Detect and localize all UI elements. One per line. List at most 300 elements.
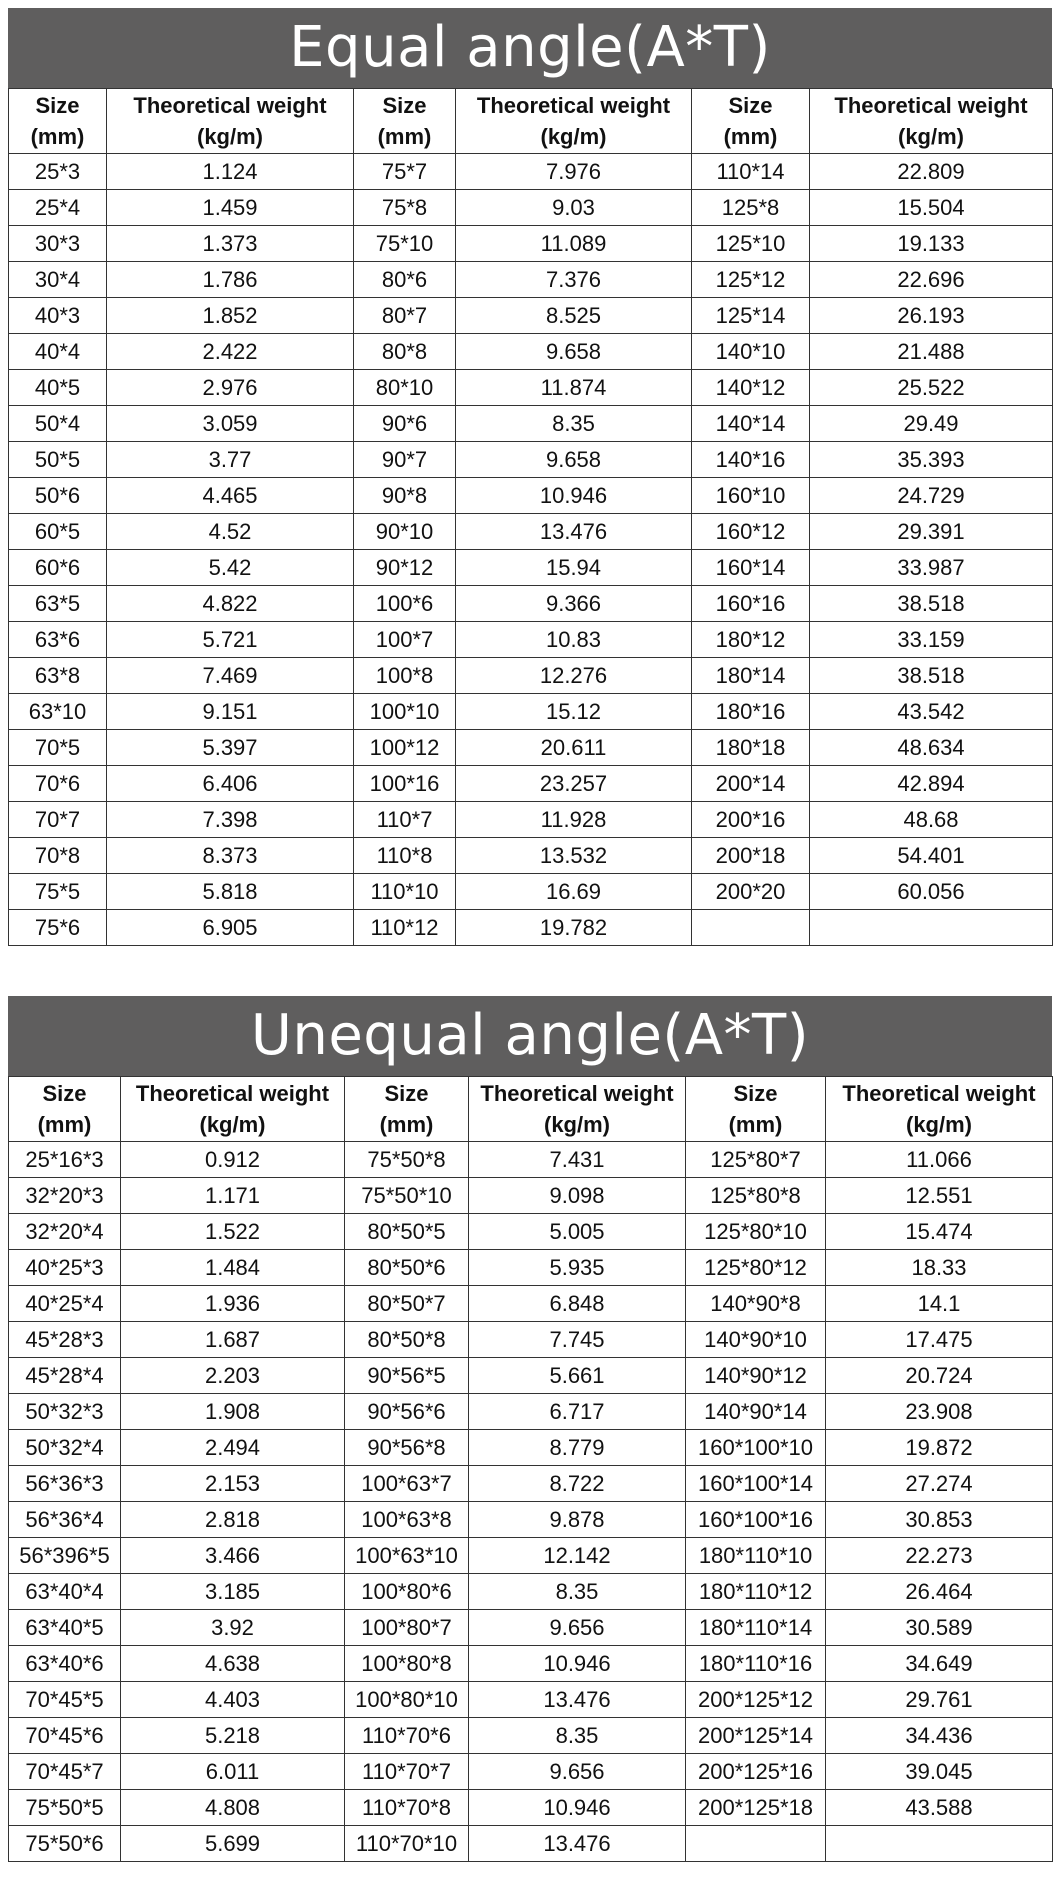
weight-cell: 10.946 [469,1790,686,1826]
weight-cell: 54.401 [810,838,1053,874]
weight-cell: 11.066 [826,1142,1053,1178]
weight-cell: 14.1 [826,1286,1053,1322]
weight-cell: 1.786 [107,262,354,298]
weight-cell: 12.276 [456,658,692,694]
weight-cell: 9.878 [469,1502,686,1538]
size-cell: 140*90*12 [686,1358,826,1394]
weight-cell: 13.476 [469,1826,686,1862]
size-header: Size (mm) [354,89,456,154]
size-header: Size (mm) [9,89,107,154]
size-cell: 180*18 [692,730,810,766]
table-header-row [9,89,1053,154]
size-cell: 56*36*3 [9,1466,121,1502]
size-cell: 90*12 [354,550,456,586]
weight-cell: 10.83 [456,622,692,658]
size-cell: 75*50*6 [9,1826,121,1862]
table-row [9,226,1053,262]
weight-cell: 9.03 [456,190,692,226]
weight-cell: 21.488 [810,334,1053,370]
weight-header: Theoretical weight (kg/m) [107,89,354,154]
weight-cell: 23.257 [456,766,692,802]
weight-cell: 12.551 [826,1178,1053,1214]
size-cell: 40*3 [9,298,107,334]
weight-cell: 5.005 [469,1214,686,1250]
size-cell: 75*10 [354,226,456,262]
size-cell: 140*10 [692,334,810,370]
weight-cell: 1.852 [107,298,354,334]
weight-cell: 29.761 [826,1682,1053,1718]
size-header: Size (mm) [686,1077,826,1142]
weight-cell: 3.185 [121,1574,345,1610]
table-row [9,1286,1053,1322]
weight-cell: 20.611 [456,730,692,766]
size-cell: 110*70*10 [345,1826,469,1862]
size-cell: 80*6 [354,262,456,298]
weight-cell: 30.853 [826,1502,1053,1538]
weight-cell: 2.976 [107,370,354,406]
size-cell: 200*125*14 [686,1718,826,1754]
weight-cell: 8.35 [456,406,692,442]
table-row [9,874,1053,910]
size-cell: 25*3 [9,154,107,190]
weight-cell: 4.465 [107,478,354,514]
table-row [9,1430,1053,1466]
size-cell: 80*10 [354,370,456,406]
size-cell: 100*80*8 [345,1646,469,1682]
weight-cell: 22.273 [826,1538,1053,1574]
table-row [9,910,1053,946]
size-cell: 90*56*8 [345,1430,469,1466]
unequal-angle-section [8,996,1052,1862]
weight-cell: 11.089 [456,226,692,262]
weight-cell: 1.522 [121,1214,345,1250]
table-row [9,1214,1053,1250]
weight-cell: 7.376 [456,262,692,298]
weight-cell: 4.52 [107,514,354,550]
size-cell: 140*90*10 [686,1322,826,1358]
size-cell: 125*80*12 [686,1250,826,1286]
equal-angle-table [8,88,1053,946]
weight-cell: 8.35 [469,1718,686,1754]
table-row [9,334,1053,370]
size-cell: 125*8 [692,190,810,226]
size-cell: 75*50*5 [9,1790,121,1826]
size-cell: 140*16 [692,442,810,478]
weight-cell: 35.393 [810,442,1053,478]
weight-cell: 1.124 [107,154,354,190]
weight-cell: 9.656 [469,1754,686,1790]
weight-cell: 7.469 [107,658,354,694]
table-row [9,514,1053,550]
weight-cell: 10.946 [469,1646,686,1682]
size-cell: 40*25*3 [9,1250,121,1286]
equal-angle-title: Equal angle(A*T) [8,8,1052,88]
size-cell: 110*14 [692,154,810,190]
table-row [9,1538,1053,1574]
weight-cell: 8.779 [469,1430,686,1466]
weight-cell: 2.422 [107,334,354,370]
size-cell: 75*7 [354,154,456,190]
table-row [9,1142,1053,1178]
table-row [9,586,1053,622]
size-cell: 125*80*10 [686,1214,826,1250]
weight-header: Theoretical weight (kg/m) [469,1077,686,1142]
weight-cell: 11.928 [456,802,692,838]
size-cell: 140*12 [692,370,810,406]
weight-cell: 2.494 [121,1430,345,1466]
weight-cell: 34.436 [826,1718,1053,1754]
weight-cell: 17.475 [826,1322,1053,1358]
size-cell: 30*4 [9,262,107,298]
weight-cell: 1.908 [121,1394,345,1430]
size-cell: 125*12 [692,262,810,298]
weight-cell: 5.218 [121,1718,345,1754]
table-header-row [9,1077,1053,1142]
size-cell: 200*20 [692,874,810,910]
weight-cell: 9.658 [456,334,692,370]
size-cell: 56*36*4 [9,1502,121,1538]
size-cell: 125*80*8 [686,1178,826,1214]
table-row [9,154,1053,190]
size-cell: 50*32*3 [9,1394,121,1430]
weight-cell: 8.722 [469,1466,686,1502]
size-cell: 32*20*3 [9,1178,121,1214]
size-cell: 80*50*6 [345,1250,469,1286]
size-cell: 80*50*8 [345,1322,469,1358]
table-row [9,1250,1053,1286]
size-cell: 50*6 [9,478,107,514]
weight-cell: 19.133 [810,226,1053,262]
size-cell: 110*12 [354,910,456,946]
size-cell: 63*6 [9,622,107,658]
table-row [9,1718,1053,1754]
weight-cell: 43.542 [810,694,1053,730]
size-cell: 63*40*4 [9,1574,121,1610]
weight-cell: 3.059 [107,406,354,442]
size-cell: 110*7 [354,802,456,838]
size-cell: 110*10 [354,874,456,910]
size-cell: 75*8 [354,190,456,226]
weight-cell: 5.818 [107,874,354,910]
size-cell: 200*125*12 [686,1682,826,1718]
size-cell: 63*40*5 [9,1610,121,1646]
weight-cell: 22.696 [810,262,1053,298]
size-cell: 70*6 [9,766,107,802]
weight-cell: 19.872 [826,1430,1053,1466]
size-cell: 90*6 [354,406,456,442]
unequal-angle-table [8,1076,1053,1862]
size-cell: 50*5 [9,442,107,478]
weight-header: Theoretical weight (kg/m) [456,89,692,154]
size-cell: 90*56*6 [345,1394,469,1430]
size-cell: 180*110*16 [686,1646,826,1682]
weight-cell: 1.171 [121,1178,345,1214]
weight-cell: 1.484 [121,1250,345,1286]
weight-header: Theoretical weight (kg/m) [826,1077,1053,1142]
weight-cell: 2.153 [121,1466,345,1502]
size-cell: 180*110*12 [686,1574,826,1610]
size-cell: 80*8 [354,334,456,370]
weight-cell: 48.634 [810,730,1053,766]
size-cell: 63*10 [9,694,107,730]
table-body [9,1142,1053,1862]
size-cell: 100*12 [354,730,456,766]
weight-cell: 8.373 [107,838,354,874]
size-cell: 125*80*7 [686,1142,826,1178]
size-cell: 100*80*10 [345,1682,469,1718]
weight-cell: 9.098 [469,1178,686,1214]
size-cell: 60*6 [9,550,107,586]
weight-cell: 5.721 [107,622,354,658]
size-cell: 30*3 [9,226,107,262]
table-row [9,766,1053,802]
weight-cell: 4.822 [107,586,354,622]
size-cell: 40*5 [9,370,107,406]
weight-cell: 60.056 [810,874,1053,910]
size-cell: 63*5 [9,586,107,622]
weight-cell: 3.77 [107,442,354,478]
table-row [9,298,1053,334]
table-row [9,1358,1053,1394]
weight-cell: 33.159 [810,622,1053,658]
weight-cell: 5.661 [469,1358,686,1394]
size-cell: 180*16 [692,694,810,730]
table-row [9,1394,1053,1430]
weight-cell: 9.366 [456,586,692,622]
table-row [9,1754,1053,1790]
size-cell: 75*5 [9,874,107,910]
weight-cell: 38.518 [810,658,1053,694]
size-cell: 50*32*4 [9,1430,121,1466]
size-cell: 80*50*7 [345,1286,469,1322]
weight-cell: 26.464 [826,1574,1053,1610]
table-row [9,406,1053,442]
size-cell: 70*7 [9,802,107,838]
size-cell: 160*100*10 [686,1430,826,1466]
size-cell: 80*7 [354,298,456,334]
weight-cell: 25.522 [810,370,1053,406]
size-cell: 100*10 [354,694,456,730]
size-cell: 32*20*4 [9,1214,121,1250]
table-row [9,730,1053,766]
weight-cell: 8.525 [456,298,692,334]
size-cell: 110*70*6 [345,1718,469,1754]
weight-cell: 15.504 [810,190,1053,226]
size-cell: 125*10 [692,226,810,262]
weight-cell: 6.406 [107,766,354,802]
weight-cell: 19.782 [456,910,692,946]
size-cell: 100*7 [354,622,456,658]
weight-cell: 23.908 [826,1394,1053,1430]
size-cell: 25*16*3 [9,1142,121,1178]
size-cell: 100*8 [354,658,456,694]
weight-cell: 29.391 [810,514,1053,550]
size-header: Size (mm) [9,1077,121,1142]
unequal-angle-title: Unequal angle(A*T) [8,996,1052,1076]
weight-cell: 1.687 [121,1322,345,1358]
weight-cell: 39.045 [826,1754,1053,1790]
table-row [9,190,1053,226]
size-cell: 63*40*6 [9,1646,121,1682]
size-header: Size (mm) [345,1077,469,1142]
weight-cell: 43.588 [826,1790,1053,1826]
size-cell: 200*14 [692,766,810,802]
table-row [9,1646,1053,1682]
weight-cell: 3.466 [121,1538,345,1574]
weight-cell: 3.92 [121,1610,345,1646]
size-cell: 200*16 [692,802,810,838]
size-cell: 70*45*7 [9,1754,121,1790]
size-cell: 100*80*6 [345,1574,469,1610]
weight-cell: 15.94 [456,550,692,586]
table-row [9,1790,1053,1826]
weight-cell: 15.12 [456,694,692,730]
size-cell: 45*28*4 [9,1358,121,1394]
weight-cell: 20.724 [826,1358,1053,1394]
size-cell: 160*100*16 [686,1502,826,1538]
weight-cell: 5.397 [107,730,354,766]
size-cell: 110*70*8 [345,1790,469,1826]
size-cell: 110*70*7 [345,1754,469,1790]
size-cell: 160*14 [692,550,810,586]
weight-cell: 34.649 [826,1646,1053,1682]
table-row [9,550,1053,586]
weight-header: Theoretical weight (kg/m) [121,1077,345,1142]
table-row [9,370,1053,406]
table-row [9,1466,1053,1502]
size-cell: 80*50*5 [345,1214,469,1250]
weight-cell: 13.532 [456,838,692,874]
size-cell: 200*18 [692,838,810,874]
table-row [9,802,1053,838]
weight-cell: 12.142 [469,1538,686,1574]
weight-cell: 6.717 [469,1394,686,1430]
weight-cell: 6.905 [107,910,354,946]
weight-cell: 1.373 [107,226,354,262]
size-cell: 110*8 [354,838,456,874]
table-row [9,478,1053,514]
size-header: Size (mm) [692,89,810,154]
size-cell: 180*12 [692,622,810,658]
table-body [9,154,1053,946]
weight-cell: 2.203 [121,1358,345,1394]
weight-cell: 9.656 [469,1610,686,1646]
weight-cell: 8.35 [469,1574,686,1610]
table-row [9,658,1053,694]
size-cell: 50*4 [9,406,107,442]
weight-cell: 11.874 [456,370,692,406]
table-row [9,262,1053,298]
weight-cell: 38.518 [810,586,1053,622]
size-cell: 90*10 [354,514,456,550]
weight-cell: 4.638 [121,1646,345,1682]
size-cell: 180*110*14 [686,1610,826,1646]
table-row [9,1826,1053,1862]
size-cell: 90*56*5 [345,1358,469,1394]
weight-cell: 22.809 [810,154,1053,190]
table-row [9,1178,1053,1214]
size-cell: 140*14 [692,406,810,442]
size-cell: 56*396*5 [9,1538,121,1574]
weight-cell: 1.936 [121,1286,345,1322]
weight-cell: 5.935 [469,1250,686,1286]
table-row [9,1682,1053,1718]
weight-cell: 24.729 [810,478,1053,514]
size-cell: 45*28*3 [9,1322,121,1358]
weight-cell: 9.658 [456,442,692,478]
weight-cell: 4.403 [121,1682,345,1718]
weight-header: Theoretical weight (kg/m) [810,89,1053,154]
weight-cell: 10.946 [456,478,692,514]
size-cell: 75*50*10 [345,1178,469,1214]
weight-cell [826,1826,1053,1862]
weight-cell: 13.476 [469,1682,686,1718]
weight-cell: 5.42 [107,550,354,586]
size-cell: 60*5 [9,514,107,550]
size-cell: 90*7 [354,442,456,478]
size-cell: 25*4 [9,190,107,226]
size-cell: 160*100*14 [686,1466,826,1502]
size-cell: 140*90*8 [686,1286,826,1322]
table-row [9,1574,1053,1610]
weight-cell [810,910,1053,946]
weight-cell: 16.69 [456,874,692,910]
weight-cell: 27.274 [826,1466,1053,1502]
weight-cell: 7.976 [456,154,692,190]
table-row [9,838,1053,874]
size-cell: 180*110*10 [686,1538,826,1574]
size-cell: 40*25*4 [9,1286,121,1322]
weight-cell: 15.474 [826,1214,1053,1250]
weight-cell: 6.848 [469,1286,686,1322]
weight-cell: 5.699 [121,1826,345,1862]
size-cell: 160*10 [692,478,810,514]
table-row [9,1322,1053,1358]
weight-cell: 48.68 [810,802,1053,838]
size-cell: 200*125*16 [686,1754,826,1790]
size-cell: 180*14 [692,658,810,694]
size-cell: 100*63*7 [345,1466,469,1502]
table-row [9,622,1053,658]
size-cell: 75*50*8 [345,1142,469,1178]
weight-cell: 30.589 [826,1610,1053,1646]
weight-cell: 7.745 [469,1322,686,1358]
table-row [9,1610,1053,1646]
size-cell: 140*90*14 [686,1394,826,1430]
weight-cell: 33.987 [810,550,1053,586]
size-cell: 100*6 [354,586,456,622]
weight-cell: 13.476 [456,514,692,550]
size-cell: 100*80*7 [345,1610,469,1646]
table-row [9,694,1053,730]
weight-cell: 18.33 [826,1250,1053,1286]
weight-cell: 2.818 [121,1502,345,1538]
size-cell: 75*6 [9,910,107,946]
weight-cell: 0.912 [121,1142,345,1178]
size-cell: 160*12 [692,514,810,550]
weight-cell: 1.459 [107,190,354,226]
weight-cell: 6.011 [121,1754,345,1790]
size-cell: 70*8 [9,838,107,874]
weight-cell: 29.49 [810,406,1053,442]
size-cell: 100*63*8 [345,1502,469,1538]
equal-angle-section [8,8,1052,946]
weight-cell: 42.894 [810,766,1053,802]
size-cell [692,910,810,946]
size-cell: 63*8 [9,658,107,694]
size-cell [686,1826,826,1862]
weight-cell: 26.193 [810,298,1053,334]
